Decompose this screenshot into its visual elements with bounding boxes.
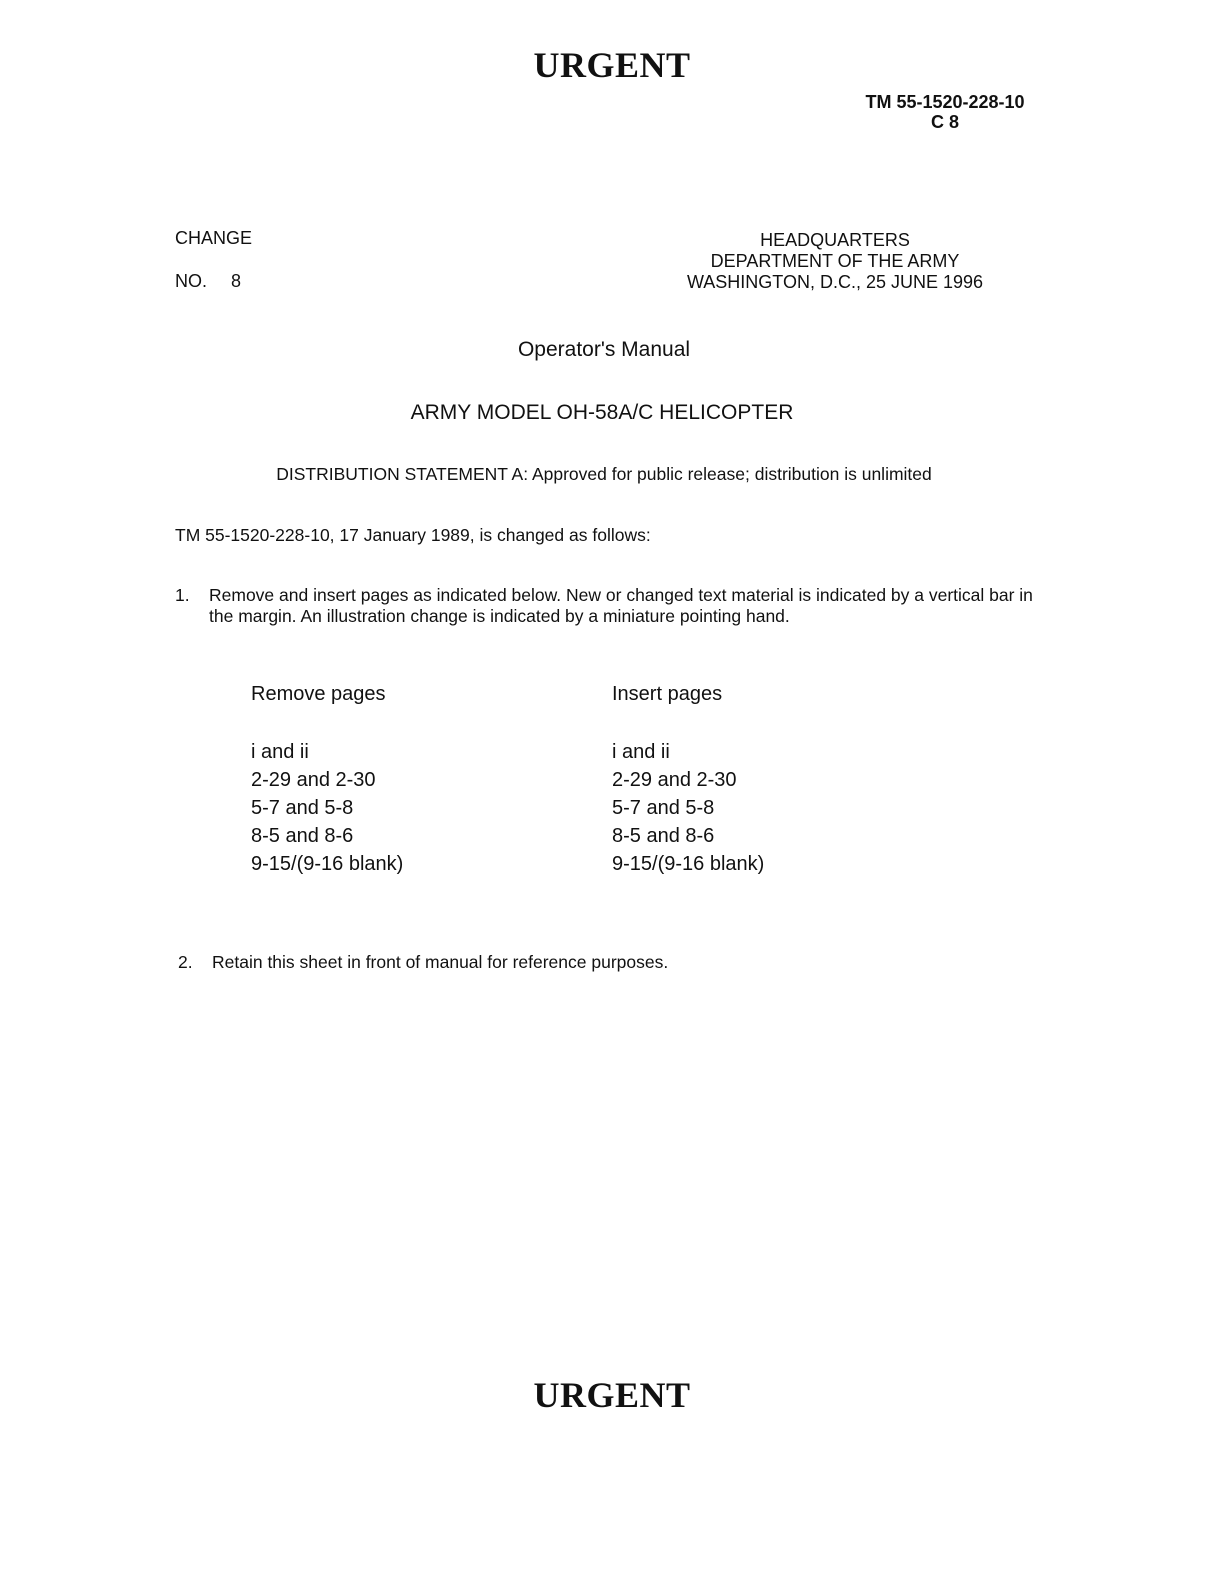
tm-number: TM 55-1520-228-10 — [865, 92, 1025, 112]
headquarters-block — [660, 230, 1010, 293]
remove-page-row: 2-29 and 2-30 — [251, 769, 376, 791]
remove-page-row: 5-7 and 5-8 — [251, 797, 354, 819]
remove-pages-column — [251, 682, 551, 878]
insert-page-row: 5-7 and 5-8 — [612, 797, 715, 819]
insert-pages-column — [612, 682, 912, 878]
insert-page-row: 8-5 and 8-6 — [612, 825, 715, 847]
instruction-text: Remove and insert pages as indicated below. New or changed text material is indicated by a vertical bar in the margin. An illustration change is indicated by a miniature pointing hand. — [209, 585, 1033, 626]
remove-page-row: i and ii — [251, 741, 309, 763]
tm-identifier — [820, 92, 1070, 132]
model-title: ARMY MODEL OH-58A/C HELICOPTER — [410, 401, 794, 424]
change-number — [175, 271, 241, 292]
urgent-header: URGENT — [533, 45, 691, 85]
insert-page-row: i and ii — [612, 741, 670, 763]
insert-page-row: 2-29 and 2-30 — [612, 769, 737, 791]
distribution-statement: DISTRIBUTION STATEMENT A: Approved for public release; distribution is unlimited — [276, 464, 932, 484]
changed-as-follows: TM 55-1520-228-10, 17 January 1989, is changed as follows: — [175, 525, 651, 545]
instruction-item-2 — [178, 952, 1048, 973]
remove-page-row: 8-5 and 8-6 — [251, 825, 354, 847]
insert-pages-header: Insert pages — [612, 683, 723, 705]
change-no-label: NO. — [175, 271, 208, 291]
hq-line-2: DEPARTMENT OF THE ARMY — [710, 251, 960, 271]
change-code: C 8 — [930, 112, 959, 132]
urgent-footer: URGENT — [533, 1375, 691, 1415]
change-no-value: 8 — [231, 271, 242, 291]
remove-page-row: 9-15/(9-16 blank) — [251, 853, 404, 875]
instruction-text: Retain this sheet in front of manual for reference purposes. — [212, 952, 669, 972]
hq-line-3: WASHINGTON, D.C., 25 JUNE 1996 — [686, 272, 984, 292]
instruction-number: 2. — [178, 952, 193, 972]
insert-page-row: 9-15/(9-16 blank) — [612, 853, 765, 875]
remove-pages-header: Remove pages — [251, 683, 386, 705]
manual-title: Operator's Manual — [517, 338, 691, 361]
instruction-item-1 — [175, 585, 1045, 627]
hq-line-1: HEADQUARTERS — [760, 230, 910, 250]
change-label: CHANGE — [175, 228, 253, 248]
instruction-number: 1. — [175, 585, 190, 605]
